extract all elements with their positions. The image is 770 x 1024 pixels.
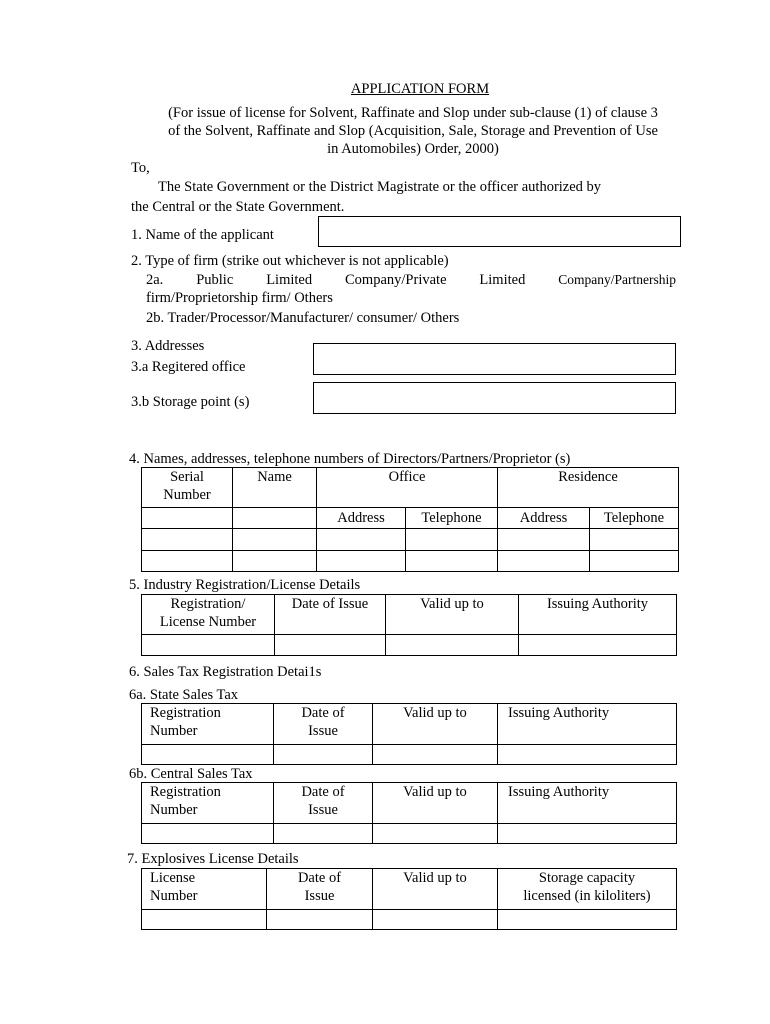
state-sales-tax-table bbox=[141, 703, 677, 765]
cell[interactable] bbox=[373, 824, 498, 844]
header-reg-line-2: License Number bbox=[159, 614, 257, 630]
firm-type-2a-word[interactable]: Limited bbox=[479, 272, 526, 288]
header-office-telephone: Telephone bbox=[406, 508, 498, 529]
subtitle-line-2: of the Solvent, Raffinate and Slop (Acquisition, Sale, Storage and Prevention of Use bbox=[168, 123, 658, 139]
header-lic-line-2: Number bbox=[150, 888, 198, 904]
cell[interactable] bbox=[274, 745, 373, 765]
header-issuing-authority: Issuing Authority bbox=[519, 595, 677, 635]
table-row bbox=[142, 745, 677, 765]
cell[interactable] bbox=[142, 635, 275, 656]
header-date-line-1: Date of bbox=[297, 870, 342, 886]
table-row bbox=[142, 529, 679, 551]
cell[interactable] bbox=[233, 508, 317, 529]
directors-label: 4. Names, addresses, telephone numbers of Directors/Partners/Proprietor (s) bbox=[129, 451, 571, 467]
header-date-line-2: Issue bbox=[308, 723, 338, 739]
directors-table bbox=[141, 467, 679, 572]
cell[interactable] bbox=[274, 824, 373, 844]
cell[interactable] bbox=[233, 551, 317, 572]
industry-registration-table bbox=[141, 594, 677, 656]
header-date-line-1: Date of bbox=[301, 705, 345, 721]
cell[interactable] bbox=[373, 745, 498, 765]
addressee-line-1: The State Government or the District Magistrate or the officer authorized by bbox=[158, 179, 602, 195]
header-license-number bbox=[142, 869, 267, 910]
form-title: APPLICATION FORM bbox=[350, 81, 490, 97]
cell[interactable] bbox=[406, 529, 498, 551]
storage-point-field[interactable] bbox=[313, 382, 676, 414]
header-date-line-1: Date of bbox=[301, 784, 345, 800]
firm-type-2a-word[interactable]: Company/Private bbox=[345, 272, 447, 288]
header-serial-line-2: Number bbox=[163, 487, 211, 503]
header-cap-line-2: licensed (in kiloliters) bbox=[523, 888, 651, 904]
registered-office-field[interactable] bbox=[313, 343, 676, 375]
addressee-line-2: the Central or the State Government. bbox=[131, 199, 345, 215]
sales-tax-label: 6. Sales Tax Registration Detai1s bbox=[129, 664, 322, 680]
header-issuing-authority: Issuing Authority bbox=[498, 704, 677, 745]
cell[interactable] bbox=[275, 635, 386, 656]
cell[interactable] bbox=[590, 529, 679, 551]
header-residence-address: Address bbox=[498, 508, 590, 529]
cell[interactable] bbox=[498, 824, 677, 844]
header-date-of-issue bbox=[274, 704, 373, 745]
header-serial-line-1: Serial bbox=[170, 469, 204, 485]
header-date-of-issue: Date of Issue bbox=[275, 595, 386, 635]
cell[interactable] bbox=[317, 529, 406, 551]
header-reg-line-1: Registration/ bbox=[170, 596, 246, 612]
cell[interactable] bbox=[142, 745, 274, 765]
applicant-name-label: 1. Name of the applicant bbox=[131, 227, 274, 243]
header-valid-up-to: Valid up to bbox=[386, 595, 519, 635]
header-registration-number bbox=[142, 783, 274, 824]
cell[interactable] bbox=[267, 910, 373, 930]
cell[interactable] bbox=[317, 551, 406, 572]
firm-type-label: 2. Type of firm (strike out whichever is not applicable) bbox=[131, 253, 449, 269]
cell[interactable] bbox=[142, 551, 233, 572]
header-date-of-issue bbox=[274, 783, 373, 824]
header-serial-number bbox=[142, 468, 233, 508]
explosives-license-label: 7. Explosives License Details bbox=[127, 851, 299, 867]
cell[interactable] bbox=[142, 508, 233, 529]
header-valid-up-to: Valid up to bbox=[373, 869, 498, 910]
cell[interactable] bbox=[386, 635, 519, 656]
header-storage-capacity bbox=[498, 869, 677, 910]
state-sales-tax-label: 6a. State Sales Tax bbox=[129, 687, 239, 703]
header-residence: Residence bbox=[498, 468, 679, 508]
subtitle-line-1: (For issue of license for Solvent, Raffinate and Slop under sub-clause (1) of clause 3 bbox=[168, 105, 658, 121]
addressee-to: To, bbox=[131, 160, 150, 176]
cell[interactable] bbox=[519, 635, 677, 656]
applicant-name-field[interactable] bbox=[318, 216, 681, 247]
header-office: Office bbox=[317, 468, 498, 508]
header-cap-line-1: Storage capacity bbox=[538, 870, 636, 886]
cell[interactable] bbox=[233, 529, 317, 551]
cell[interactable] bbox=[498, 529, 590, 551]
cell[interactable] bbox=[590, 551, 679, 572]
header-reg-line-1: Registration bbox=[150, 705, 221, 721]
subtitle-line-3: in Automobiles) Order, 2000) bbox=[327, 141, 499, 157]
header-date-line-2: Issue bbox=[304, 888, 335, 904]
header-registration-license-number bbox=[142, 595, 275, 635]
cell[interactable] bbox=[406, 551, 498, 572]
header-valid-up-to: Valid up to bbox=[373, 783, 498, 824]
header-date-line-2: Issue bbox=[308, 802, 338, 818]
cell[interactable] bbox=[142, 529, 233, 551]
firm-type-2a-word[interactable]: Company/Partnership bbox=[558, 272, 676, 287]
central-sales-tax-label: 6b. Central Sales Tax bbox=[129, 766, 253, 782]
firm-type-2b[interactable]: 2b. Trader/Processor/Manufacturer/ consumer/ Others bbox=[146, 310, 460, 326]
registered-office-label: 3.a Regitered office bbox=[131, 359, 246, 375]
firm-type-2a-line-2[interactable]: firm/Proprietorship firm/ Others bbox=[146, 290, 333, 306]
industry-registration-label: 5. Industry Registration/License Details bbox=[129, 577, 361, 593]
firm-type-2a-word[interactable]: Limited bbox=[266, 272, 313, 288]
header-date-of-issue bbox=[267, 869, 373, 910]
cell[interactable] bbox=[373, 910, 498, 930]
firm-type-2a bbox=[146, 271, 676, 289]
header-valid-up-to: Valid up to bbox=[373, 704, 498, 745]
central-sales-tax-table bbox=[141, 782, 677, 844]
header-issuing-authority: Issuing Authority bbox=[498, 783, 677, 824]
cell[interactable] bbox=[142, 824, 274, 844]
storage-point-label: 3.b Storage point (s) bbox=[131, 394, 250, 410]
header-lic-line-1: License bbox=[150, 870, 196, 886]
header-residence-telephone: Telephone bbox=[590, 508, 679, 529]
cell[interactable] bbox=[498, 910, 677, 930]
table-row bbox=[142, 824, 677, 844]
table-row bbox=[142, 551, 679, 572]
cell[interactable] bbox=[142, 910, 267, 930]
firm-type-2a-prefix: 2a. bbox=[146, 272, 164, 288]
table-row bbox=[142, 910, 677, 930]
cell[interactable] bbox=[498, 745, 677, 765]
header-registration-number bbox=[142, 704, 274, 745]
header-reg-line-1: Registration bbox=[150, 784, 221, 800]
addresses-label: 3. Addresses bbox=[131, 338, 205, 354]
explosives-license-table bbox=[141, 868, 677, 930]
cell[interactable] bbox=[498, 551, 590, 572]
firm-type-2a-word[interactable]: Public bbox=[196, 272, 234, 288]
header-reg-line-2: Number bbox=[150, 802, 198, 818]
header-reg-line-2: Number bbox=[150, 723, 198, 739]
table-row bbox=[142, 635, 677, 656]
header-name: Name bbox=[233, 468, 317, 508]
header-office-address: Address bbox=[317, 508, 406, 529]
